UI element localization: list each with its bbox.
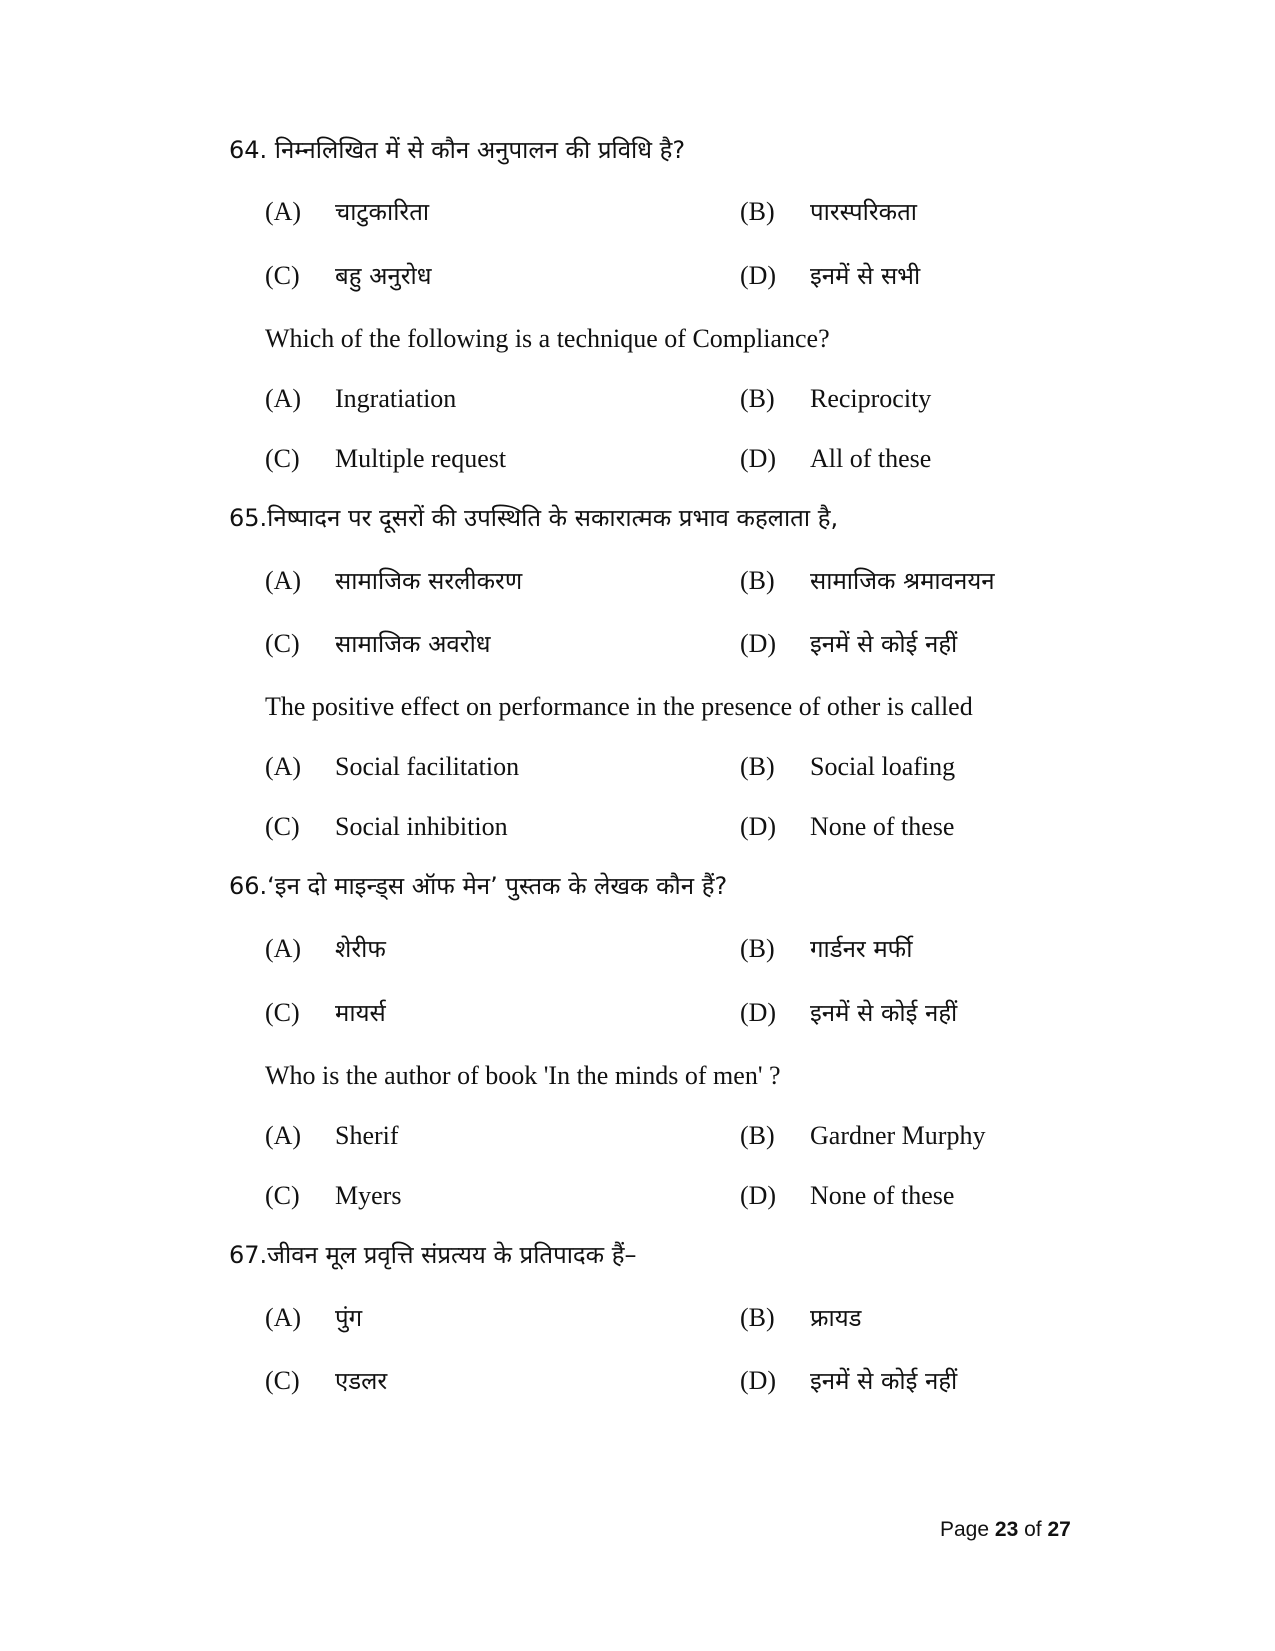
option-text: सामाजिक अवरोध (335, 630, 491, 658)
option-label: (A) (265, 934, 302, 963)
option-row (0, 622, 1275, 666)
option-label: (A) (265, 384, 302, 413)
option-row (0, 745, 1275, 789)
question-text: The positive effect on performance in the presence of other is called (265, 692, 973, 721)
option-row (0, 437, 1275, 481)
option-label: (D) (740, 1366, 777, 1395)
option-label: (C) (265, 998, 300, 1027)
option-text: पारस्परिकता (810, 198, 917, 226)
option-text: Social facilitation (335, 752, 520, 781)
option-label: (D) (740, 998, 777, 1027)
option-text: Sherif (335, 1121, 399, 1150)
option-label: (C) (265, 444, 300, 473)
option-row (0, 377, 1275, 421)
option-text: पुंग (335, 1304, 363, 1332)
of-word: of (1024, 1518, 1042, 1541)
option-text: इनमें से कोई नहीं (810, 999, 958, 1027)
option-label: (B) (740, 934, 775, 963)
option-label: (D) (740, 1181, 777, 1210)
option-row (0, 1114, 1275, 1158)
option-text: शेरीफ (335, 935, 386, 963)
option-text: None of these (810, 812, 955, 841)
option-text: All of these (810, 444, 932, 473)
option-label: (B) (740, 1303, 775, 1332)
question-64-hindi (0, 128, 1275, 172)
option-label: (D) (740, 444, 777, 473)
option-label: (C) (265, 629, 300, 658)
option-text: Multiple request (335, 444, 507, 473)
option-row (0, 190, 1275, 234)
question-67-hindi (0, 1233, 1275, 1277)
question-text: 65.निष्पादन पर दूसरों की उपस्थिति के सकारात्मक प्रभाव कहलाता है, (229, 504, 839, 532)
question-65-english (0, 685, 1275, 729)
option-row (0, 927, 1275, 971)
option-row (0, 1359, 1275, 1403)
option-label: (C) (265, 1366, 300, 1395)
option-row (0, 254, 1275, 298)
option-row (0, 991, 1275, 1035)
page-number (940, 1515, 1071, 1545)
option-text: None of these (810, 1181, 955, 1210)
question-65-hindi (0, 496, 1275, 540)
option-label: (A) (265, 197, 302, 226)
option-text: Social inhibition (335, 812, 508, 841)
option-text: Gardner Murphy (810, 1121, 986, 1150)
question-text: 67.जीवन मूल प्रवृत्ति संप्रत्यय के प्रतिपादक हैं– (229, 1241, 637, 1269)
option-label: (B) (740, 752, 775, 781)
option-label: (B) (740, 566, 775, 595)
option-label: (C) (265, 1181, 300, 1210)
option-label: (A) (265, 566, 302, 595)
option-text: सामाजिक सरलीकरण (335, 567, 523, 595)
option-text: गार्डनर मर्फी (810, 935, 913, 963)
option-text: फ्रायड (810, 1304, 862, 1332)
option-text: Ingratiation (335, 384, 457, 413)
option-row (0, 1296, 1275, 1340)
option-label: (A) (265, 1121, 302, 1150)
option-text: इनमें से कोई नहीं (810, 1367, 958, 1395)
option-label: (C) (265, 261, 300, 290)
current-page: 23 (994, 1518, 1019, 1541)
option-text: सामाजिक श्रमावनयन (810, 567, 995, 595)
question-text: 66.‘इन दो माइन्ड्स ऑफ मेन’ पुस्तक के लेखक कौन हैं? (229, 872, 728, 900)
option-text: इनमें से कोई नहीं (810, 630, 958, 658)
page-word: Page (940, 1518, 990, 1541)
option-label: (B) (740, 384, 775, 413)
option-text: मायर्स (335, 999, 386, 1027)
option-text: इनमें से सभी (810, 262, 921, 290)
option-text: Reciprocity (810, 384, 932, 413)
option-label: (B) (740, 197, 775, 226)
option-text: बहु अनुरोध (335, 262, 432, 290)
question-text: 64. निम्नलिखित में से कौन अनुपालन की प्रविधि है? (229, 136, 686, 164)
option-label: (C) (265, 812, 300, 841)
option-row (0, 1174, 1275, 1218)
option-label: (D) (740, 261, 777, 290)
option-label: (D) (740, 812, 777, 841)
option-label: (A) (265, 752, 302, 781)
total-pages: 27 (1047, 1518, 1071, 1541)
option-row (0, 805, 1275, 849)
option-label: (D) (740, 629, 777, 658)
option-text: Social loafing (810, 752, 956, 781)
option-row (0, 559, 1275, 603)
question-64-english (0, 317, 1275, 361)
option-label: (A) (265, 1303, 302, 1332)
question-text: Which of the following is a technique of Compliance? (265, 324, 830, 353)
option-text: Myers (335, 1181, 402, 1210)
option-text: एडलर (335, 1367, 388, 1395)
question-text: Who is the author of book 'In the minds of men' ? (265, 1061, 781, 1090)
question-66-english (0, 1054, 1275, 1098)
question-66-hindi (0, 864, 1275, 908)
option-text: चाटुकारिता (335, 198, 430, 226)
option-label: (B) (740, 1121, 775, 1150)
